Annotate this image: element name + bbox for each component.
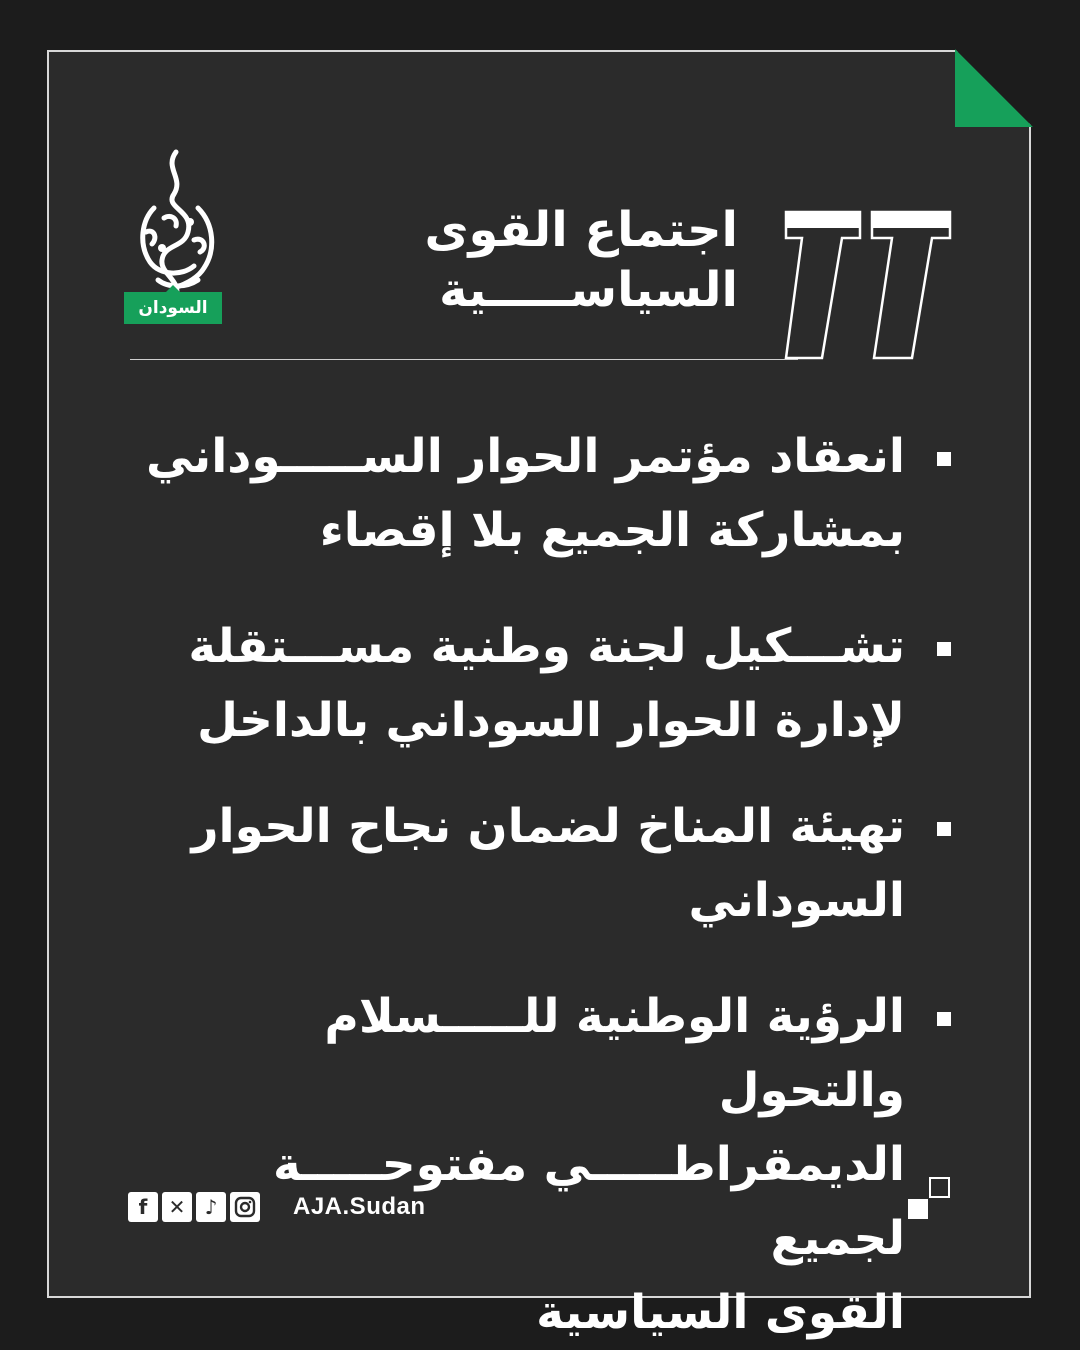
social-icons [128, 1192, 260, 1222]
corner-squares-decoration [906, 1175, 952, 1221]
green-corner-fold [955, 49, 1033, 129]
headline-line-2: السياســـــية [439, 262, 738, 318]
point-4-line-1: الرؤية الوطنية للـــــسلام والتحول [324, 989, 905, 1118]
facebook-icon[interactable]: f [128, 1192, 158, 1222]
point-1-line-1: انعقاد مؤتمر الحوار الســـــوداني [146, 429, 905, 484]
brand-badge: السودان [124, 292, 222, 324]
instagram-icon[interactable] [230, 1192, 260, 1222]
point-2-line-1: تشـــكيل لجنة وطنية مســـتقلة [188, 619, 905, 674]
point-4-line-2: الديمقراطـــــي مفتوحـــــة لجميع [272, 1137, 905, 1266]
headline-line-1: اجتماع القوى [424, 202, 738, 258]
list-item [125, 420, 955, 610]
bullet-square-icon [937, 452, 951, 466]
header-divider [130, 359, 798, 360]
point-1-line-2: بمشاركة الجميع بلا إقصاء [319, 503, 905, 558]
x-icon[interactable]: ✕ [162, 1192, 192, 1222]
point-2-line-2: لإدارة الحوار السوداني بالداخل [197, 693, 905, 748]
bullet-square-icon [937, 822, 951, 836]
headline [380, 200, 738, 320]
point-3-line-1: تهيئة المناخ لضمان نجاح الحوار [191, 799, 905, 854]
social-handle[interactable]: AJA.Sudan [293, 1193, 426, 1220]
point-3-line-2: السوداني [688, 873, 905, 928]
bullet-square-icon [937, 642, 951, 656]
point-4-line-3: القوى السياسية [536, 1285, 905, 1340]
bullet-square-icon [937, 1012, 951, 1026]
tiktok-icon[interactable]: ♪ [196, 1192, 226, 1222]
list-item [125, 610, 955, 790]
list-item [125, 790, 955, 980]
closing-quote-icon [782, 208, 954, 364]
